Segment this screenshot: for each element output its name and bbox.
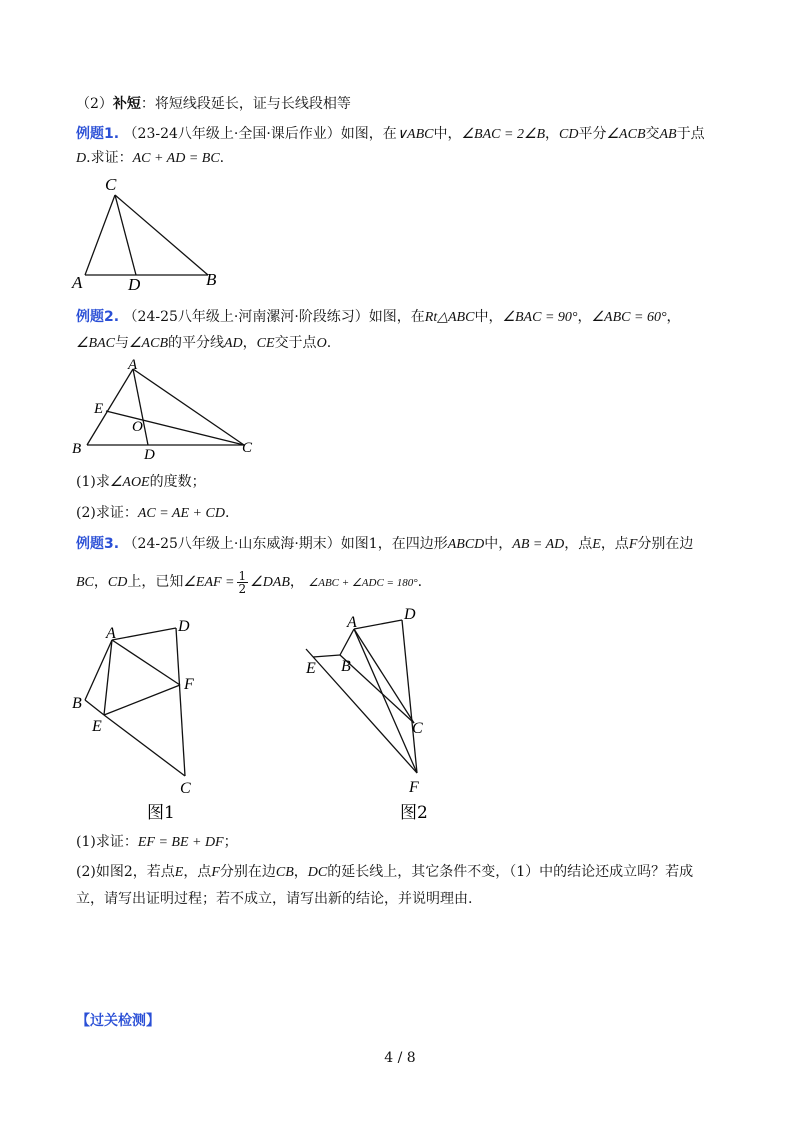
math: EF = BE + DF (137, 835, 224, 850)
example-3-question-1 (76, 832, 238, 853)
text: 的延长线上，其它条件不变，（1）中的结论还成立吗？若成 (327, 864, 694, 880)
math: F (628, 537, 638, 552)
example-source: （24-25八年级上·河南漯河·阶段练习） (123, 309, 369, 325)
text: ，点 (564, 536, 593, 552)
math: ∨ABC (396, 127, 434, 142)
text: ， (666, 309, 681, 325)
math: CD (559, 127, 579, 142)
figure-example-2 (60, 355, 270, 470)
svg-text:F: F (409, 779, 419, 796)
svg-text:C: C (242, 440, 253, 456)
text: .求证： (86, 150, 133, 166)
text: 交 (645, 126, 660, 142)
math: AB (659, 127, 677, 142)
math: ∠ACB (129, 336, 168, 351)
text: 交于点 (274, 335, 317, 351)
example-3-question-2 (76, 862, 693, 883)
text: (2)如图2，若点 (76, 864, 175, 880)
text: 中， (474, 309, 503, 325)
svg-text:D: D (128, 275, 141, 294)
example-2-line-2 (76, 333, 331, 354)
math: AB = AD (512, 537, 565, 552)
text: (1)求证： (76, 834, 138, 850)
math: O (316, 336, 327, 351)
svg-text:C: C (412, 720, 423, 737)
math: ABCD (447, 537, 485, 552)
fraction-denominator: 2 (238, 581, 247, 596)
example-3-question-2-line-2 (76, 889, 472, 909)
example-3-line-2 (76, 568, 422, 597)
section-header (76, 94, 351, 114)
svg-text:D: D (144, 447, 155, 463)
example-source: （24-25八年级上·山东威海·期末） (123, 536, 341, 552)
math: AC + AD = BC (132, 151, 220, 166)
text: ，点 (183, 864, 212, 880)
example-label: 例题 (76, 309, 104, 325)
math: ∠BAC = 90° (502, 310, 578, 325)
section-title: 补短 (112, 96, 141, 112)
text: 立，请写出证明过程；若不成立，请写出新的结论，并说明理由. (76, 891, 473, 907)
fraction (237, 570, 249, 595)
section-desc: ：将短线段延长，证与长线段相等 (140, 96, 351, 112)
text: ， (577, 309, 592, 325)
math: ∠BAC (76, 336, 115, 351)
svg-text:O: O (132, 419, 143, 435)
example-1-line-2 (76, 148, 224, 169)
text: 中， (433, 126, 462, 142)
svg-text:E: E (306, 660, 316, 677)
text: 平分 (578, 126, 607, 142)
math: ∠AOE (109, 475, 150, 490)
svg-text:B: B (206, 270, 217, 289)
text: 上，已知 (127, 574, 184, 590)
figure-2-caption: 图2 (400, 803, 428, 823)
math: CD (107, 575, 128, 590)
math: AC = AE + CD (137, 506, 225, 521)
svg-text:C: C (180, 780, 191, 797)
example-number: 1 (104, 126, 114, 142)
text: ， (289, 574, 304, 590)
figure-example-1 (60, 170, 240, 295)
svg-text:A: A (72, 273, 83, 292)
text: . (417, 574, 423, 590)
text: ，点 (600, 536, 629, 552)
text: 分别在边 (219, 864, 276, 880)
example-number: 2 (104, 309, 114, 325)
text: . (326, 335, 332, 351)
example-2-question-1 (76, 472, 206, 493)
svg-text:C: C (105, 175, 117, 194)
text: 如图，在 (368, 309, 425, 325)
text: 于点 (676, 126, 705, 142)
math: ∠BAC = 2∠B (461, 127, 546, 142)
text: . (219, 150, 225, 166)
example-source: （23-24八年级上·全国·课后作业） (123, 126, 341, 142)
svg-text:B: B (72, 695, 82, 712)
text: ； (223, 834, 238, 850)
section-number: （2） (76, 96, 113, 112)
math: AD (224, 336, 243, 351)
svg-text:A: A (347, 614, 357, 631)
math: Rt△ABC (424, 310, 475, 325)
svg-text:E: E (92, 718, 102, 735)
text: . (224, 505, 230, 521)
figure-1-caption: 图1 (147, 803, 175, 823)
math: E (592, 537, 601, 552)
text: ， (93, 574, 108, 590)
text: ， (545, 126, 560, 142)
text: 与 (115, 335, 129, 351)
svg-text:E: E (94, 401, 104, 417)
example-2-line-1: 例题2. （24-25八年级上·河南漯河·阶段练习）如图，在Rt△ABC中，∠BAC = 90°，∠ABC = 60°， (76, 309, 681, 325)
text: ， (293, 864, 308, 880)
example-label: 例题 (76, 126, 104, 142)
svg-text:A: A (106, 625, 116, 642)
math: F (211, 865, 220, 880)
text: (1)求 (76, 474, 110, 490)
math: ∠DAB (250, 575, 290, 590)
text: 中， (484, 536, 513, 552)
svg-text:D: D (178, 618, 190, 635)
text: 的平分线 (168, 335, 224, 351)
math: CE (256, 336, 275, 351)
text: (2)求证： (76, 505, 138, 521)
example-label: 例题 (76, 536, 104, 552)
math: DC (307, 865, 328, 880)
svg-text:F: F (184, 676, 194, 693)
text: 如图1，在四边形 (340, 536, 448, 552)
example-2-question-2 (76, 503, 229, 524)
text: 分别在边 (637, 536, 694, 552)
svg-text:A: A (128, 357, 138, 373)
svg-text:D: D (404, 606, 416, 623)
math: ∠ABC + ∠ADC = 180° (308, 577, 418, 589)
checkpoint-heading: 【过关检测】 (76, 1013, 160, 1029)
text: 如图，在 (340, 126, 397, 142)
math: BC (76, 575, 94, 590)
fraction-numerator: 1 (238, 568, 247, 583)
math: CB (275, 865, 294, 880)
math: E (174, 865, 184, 880)
text: 的度数； (149, 474, 206, 490)
math: D (76, 151, 87, 166)
example-number: 3 (104, 536, 114, 552)
example-3-line-1: 例题3. （24-25八年级上·山东威海·期末）如图1，在四边形ABCD中，AB = AD，点E，点F分别在边 (76, 536, 694, 552)
math: ∠EAF = (183, 575, 235, 590)
text: ， (242, 335, 257, 351)
math: ∠ACB (606, 127, 646, 142)
example-1-line-1: 例题1. （23-24八年级上·全国·课后作业）如图，在∨ABC中，∠BAC = 2∠B，CD平分∠ACB交AB于点 (76, 126, 705, 142)
svg-text:B: B (72, 441, 82, 457)
svg-text:B: B (341, 658, 351, 675)
math: ∠ABC = 60° (591, 310, 667, 325)
figure-example-3 (60, 605, 480, 825)
page-number: 4 / 8 (384, 1050, 416, 1066)
